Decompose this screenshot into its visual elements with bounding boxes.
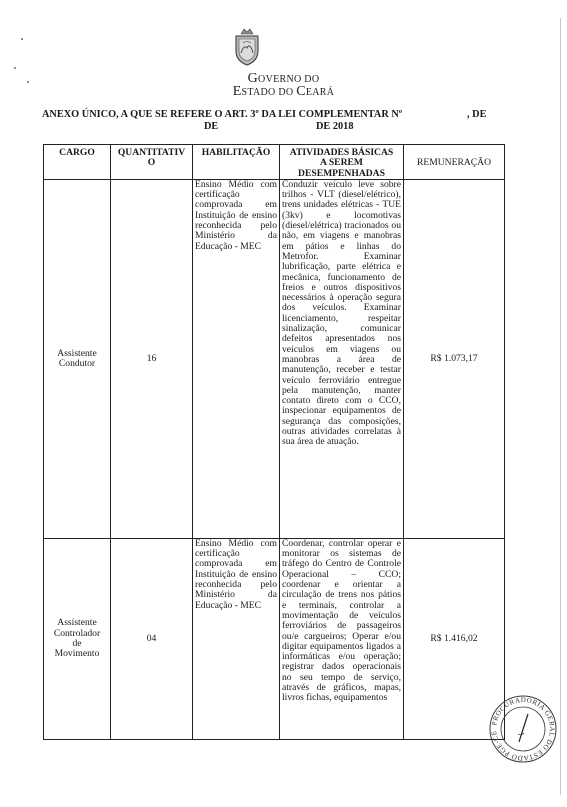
cell-atividades: Coordenar, controlar operar e monitorar os sistemas de tráfego do Centro de Controle Operacional – CCO; coordenar e orientar a circulação de trens nos pátios e terminais, controlar a movimentação de veículos ferroviários de passageiros ou/e cargueiros; Operar e/ou digitar equipamentos ligados a informáticas e/ou operação; registrar dados operacionais no seu tempo de serviço, através de gráficos, mapas, livros fichas, equipamentos	[280, 538, 404, 739]
cell-cargo	[44, 538, 111, 739]
cell-quantitativo: 04	[111, 538, 193, 739]
cell-habilitacao: Ensino Médio com certificação comprovada em Instituição de ensino reconhecida pelo Ministério da Educação - MEC	[193, 179, 280, 538]
annex-date-left: DE	[204, 121, 219, 132]
cargo-line: Condutor	[58, 357, 96, 369]
table-row	[44, 538, 505, 739]
header-atividades-part-2: A SEREM	[320, 157, 363, 169]
table-header-row	[44, 145, 505, 180]
header-quantitativo	[111, 145, 193, 180]
page-edge-line	[560, 18, 561, 795]
government-title-line-2	[0, 84, 567, 100]
cargo-line: Assistente	[57, 347, 97, 359]
header-quantitativo-part-2: O	[147, 157, 156, 169]
coat-of-arms-emblem	[232, 27, 262, 67]
annex-heading	[42, 109, 522, 133]
annex-title-suffix: , DE	[467, 109, 487, 120]
scan-speck	[14, 67, 16, 69]
header-quantitativo-part-1: QUANTITATIV	[117, 147, 186, 158]
cell-quantitativo: 16	[111, 179, 193, 538]
ceara-rest: EARÁ	[305, 87, 335, 98]
header-habilitacao: HABILITAÇÃO	[193, 145, 280, 180]
state-initial: E	[232, 84, 242, 99]
official-seal-stamp	[488, 694, 558, 764]
state-rest: STADO DO	[241, 87, 297, 98]
gov-initial: G	[247, 71, 259, 86]
ceara-initial: C	[296, 84, 306, 99]
annex-date-right: DE 2018	[316, 121, 354, 132]
gov-rest: OVERNO DO	[258, 74, 320, 85]
header-atividades-part-1: ATIVIDADES BÁSICAS	[289, 147, 394, 158]
header-atividades-part-3: DESEMPENHADAS	[298, 167, 385, 179]
header-atividades	[280, 145, 404, 180]
cell-atividades: Conduzir veículo leve sobre trilhos - VLT (diesel/elétrico), trens unidades elétricas - TUE (3kv) e locomotivas (diesel/elétrica) tracionados ou não, em viagens e manobras em pátios e linhas do Metrofor. Examinar lubrificação, parte elétrica e mecânica, funcionamento de freios e outros dispositivos necessários à operação segura dos veículos. Examinar licenciamento, respeitar sinalização, comunicar defeitos apresentados nos veículos em viagens ou manobras a área de manutenção, receber e testar veículo ferroviário entregue pela manutenção, manter contato direto com o CCO, inspecionar equipamentos de segurança das composições, outras atividades correlatas à sua área de atuação.	[280, 179, 404, 538]
cell-remuneracao: R$ 1.416,02	[404, 538, 505, 739]
svg-text:PROCURADORIA GERAL DO ESTADO P: PROCURADORIA GERAL DO ESTADO PGE-CE	[489, 695, 557, 763]
cargo-line: Movimento	[54, 648, 100, 660]
annex-title: ANEXO ÚNICO, A QUE SE REFERE O ART. 3º DA LEI COMPLEMENTAR Nº	[42, 109, 403, 120]
cell-cargo	[44, 179, 111, 538]
cargo-line: Controlador	[53, 627, 101, 639]
cargo-line: de	[72, 637, 82, 649]
cell-habilitacao: Ensino Médio com certificação comprovada em Instituição de ensino reconhecida pelo Ministério da Educação - MEC	[193, 538, 280, 739]
cell-remuneracao: R$ 1.073,17	[404, 179, 505, 538]
table-row	[44, 179, 505, 538]
scan-speck	[21, 38, 23, 40]
header-cargo: CARGO	[44, 145, 111, 180]
positions-table	[43, 144, 505, 740]
header-remuneracao: REMUNERAÇÃO	[404, 145, 505, 180]
cargo-line: Assistente	[57, 617, 97, 629]
